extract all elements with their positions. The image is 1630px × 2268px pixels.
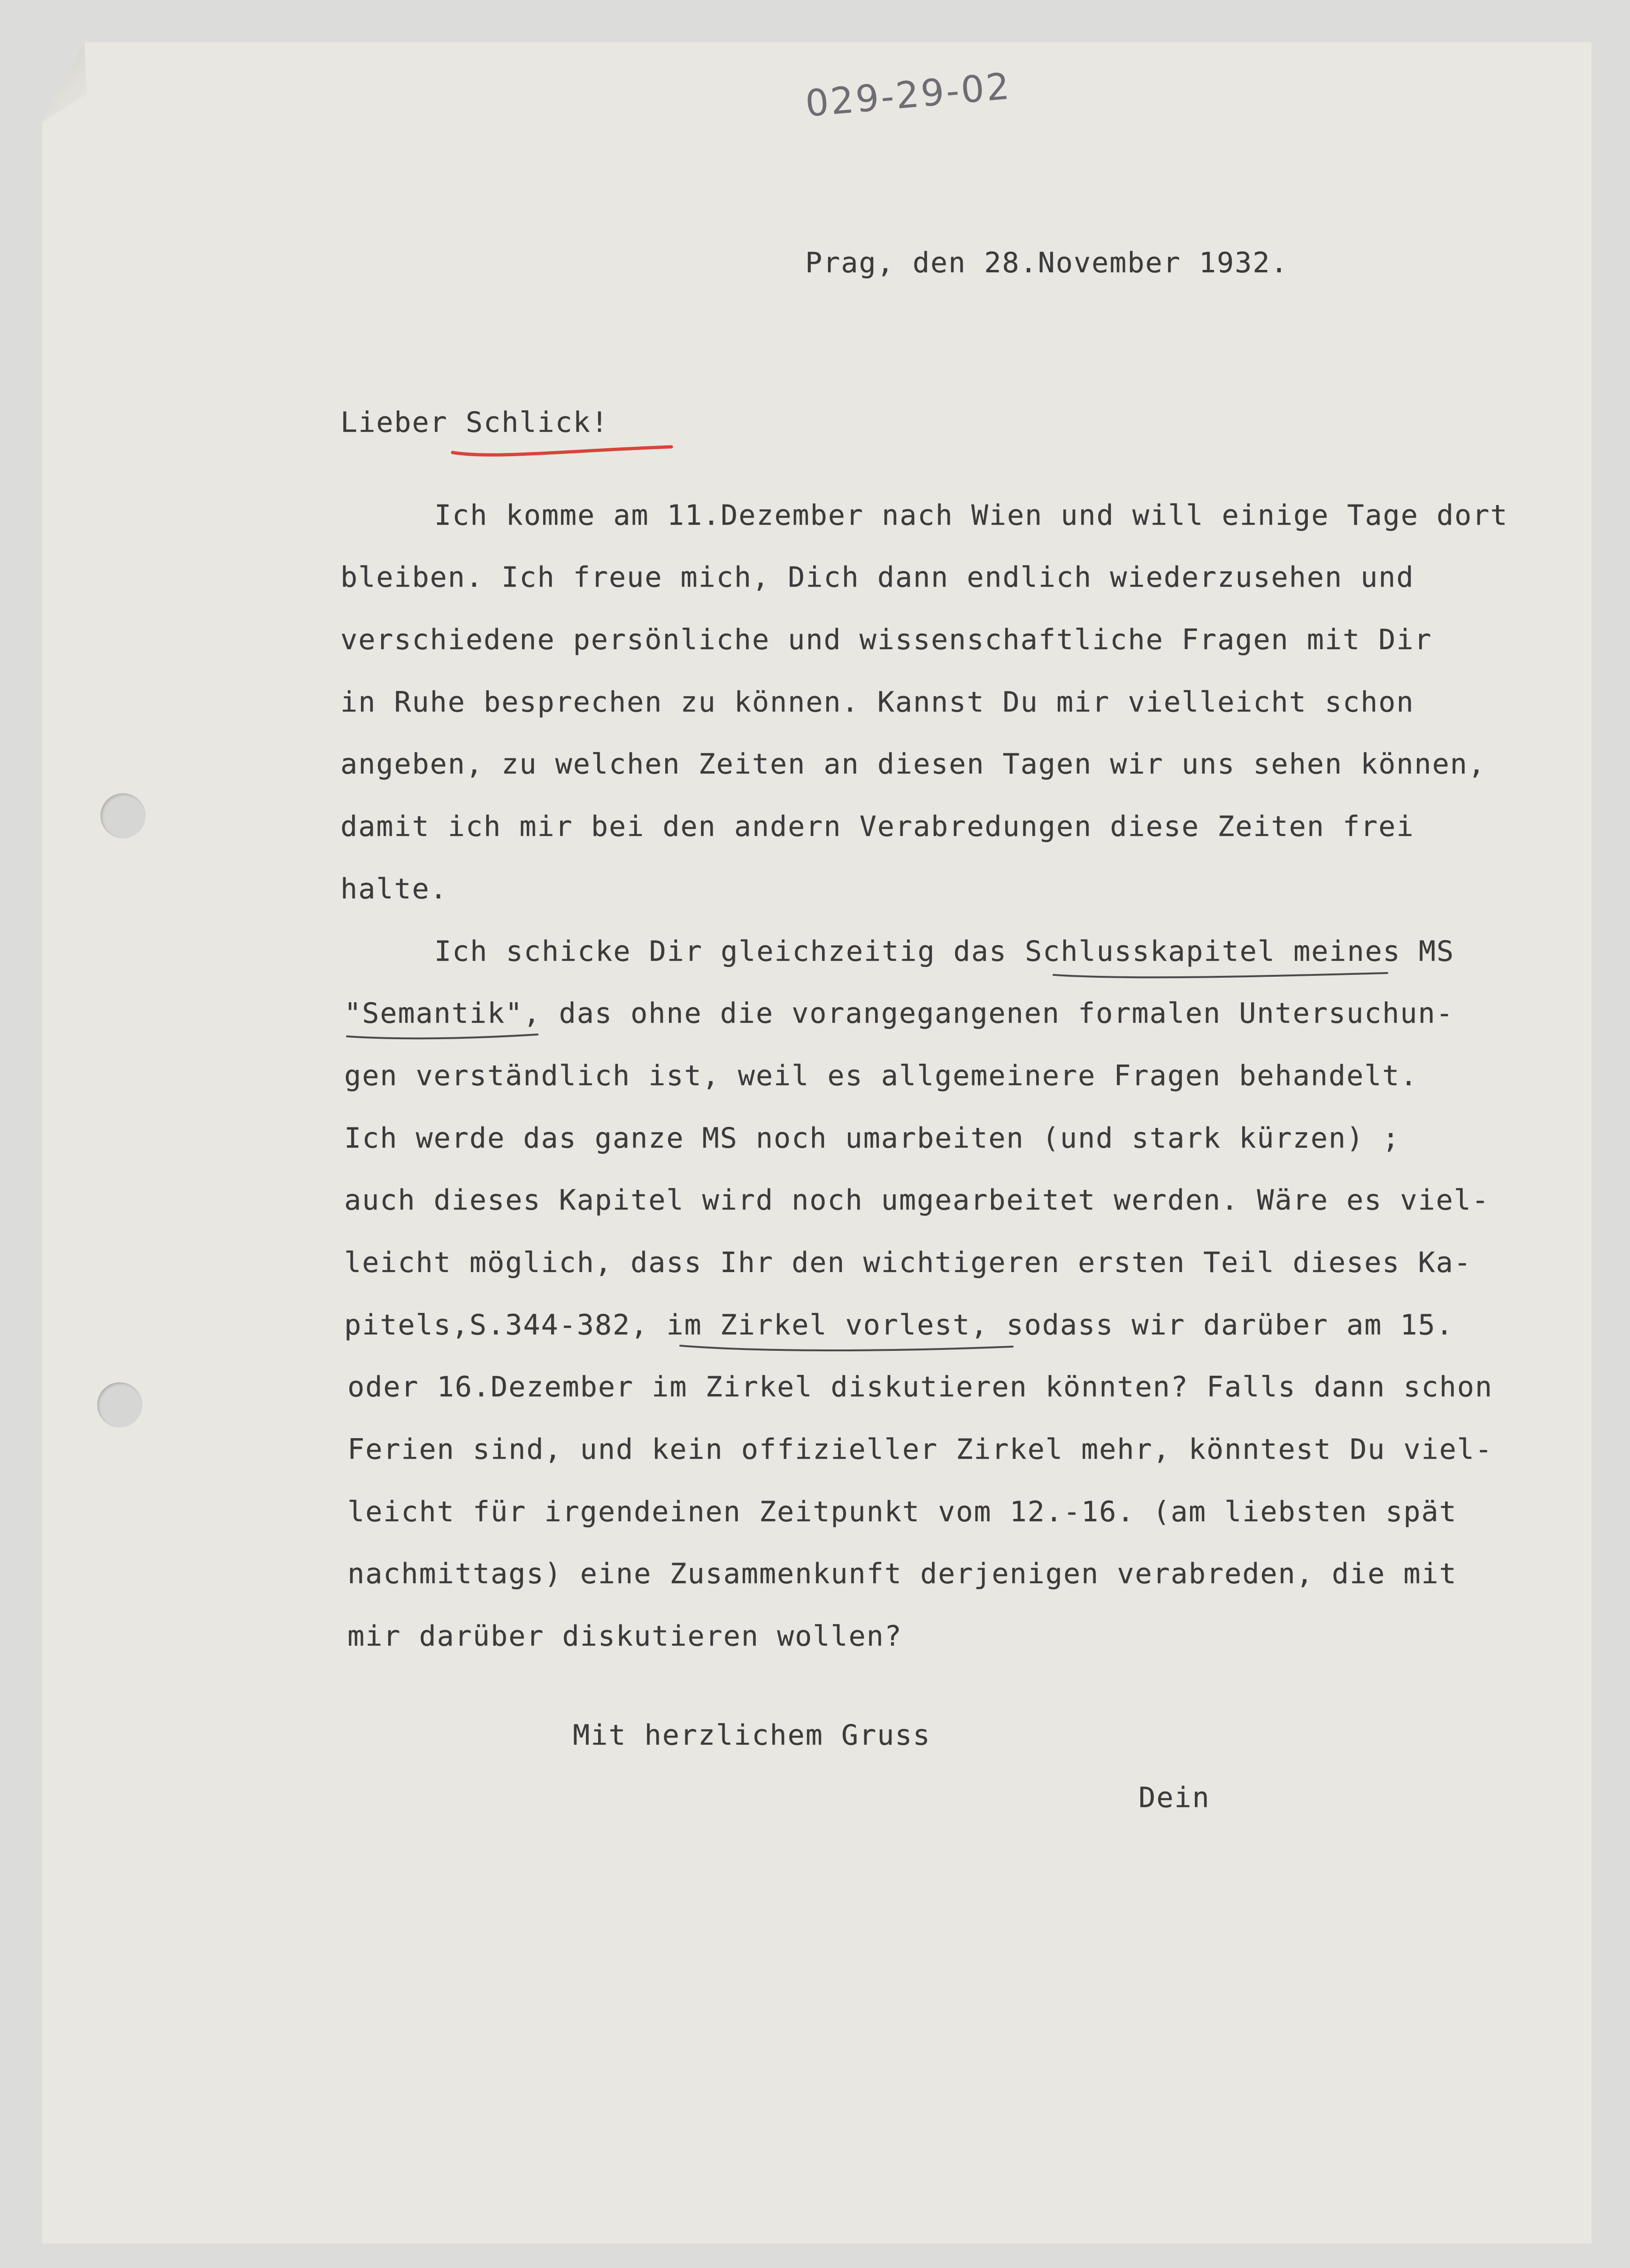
body-line: Ich werde das ganze MS noch umarbeiten (und stark kürzen) ; [344,1122,1400,1155]
pencil-underline [1052,965,1390,984]
body-line: mir darüber diskutieren wollen? [347,1620,902,1653]
body-line: in Ruhe besprechen zu können. Kannst Du mir vielleicht schon [340,686,1415,719]
body-line: oder 16.Dezember im Zirkel diskutieren könnten? Falls dann schon [347,1371,1493,1403]
body-line: gen verständlich ist, weil es allgemeinere Fragen behandelt. [344,1059,1418,1092]
body-line: leicht möglich, dass Ihr den wichtigeren ersten Teil dieses Ka- [344,1246,1472,1279]
pencil-underline [678,1339,1016,1358]
body-line: halte. [340,873,448,905]
body-line: nachmittags) eine Zusammenkunft derjenigen verabreden, die mit [347,1557,1457,1590]
closing: Mit herzlichem Gruss [573,1719,931,1752]
body-line: Ich schicke Dir gleichzeitig das Schlusskapitel meines MS [434,935,1455,968]
archive-number: 029-29-02 [803,65,1013,125]
pencil-underline [345,1028,542,1047]
body-line: pitels,S.344-382, im Zirkel vorlest, sodass wir darüber am 15. [344,1309,1454,1341]
body-line: bleiben. Ich freue mich, Dich dann endlich wiederzusehen und [340,561,1415,594]
red-pencil-underline [451,437,676,460]
body-line: auch dieses Kapitel wird noch umgearbeitet werden. Wäre es viel- [344,1184,1490,1217]
body-line: leicht für irgendeinen Zeitpunkt vom 12.-16. (am liebsten spät [347,1495,1457,1528]
body-line: "Semantik", das ohne die vorangegangenen formalen Untersuchun- [344,997,1454,1030]
body-line: verschiedene persönliche und wissenschaftliche Fragen mit Dir [340,623,1432,656]
body-line: Ferien sind, und kein offizieller Zirkel mehr, könntest Du viel- [347,1433,1493,1466]
body-line: Ich komme am 11.Dezember nach Wien und will einige Tage dort [434,499,1508,532]
punch-hole [100,793,146,838]
body-line: angeben, zu welchen Zeiten an diesen Tagen wir uns sehen können, [340,748,1486,781]
signature: Dein [1138,1781,1210,1814]
punch-hole [97,1382,142,1427]
salutation: Lieber Schlick! [340,406,609,439]
date-line: Prag, den 28.November 1932. [805,246,1289,279]
body-line: damit ich mir bei den andern Verabredungen diese Zeiten frei [340,810,1415,843]
